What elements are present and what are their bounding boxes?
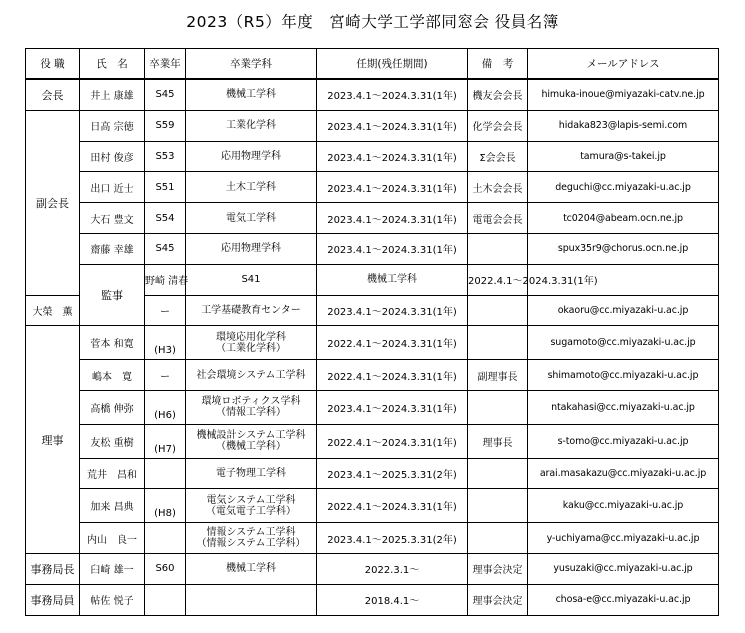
note-cell: 副理事長 (468, 360, 528, 391)
term-cell: 2022.4.1～2024.3.31(1年) (317, 360, 468, 391)
department-cell (186, 584, 317, 615)
term-cell: 2023.4.1～2025.3.31(2年) (317, 458, 468, 489)
term-cell: 2022.4.1～2024.3.31(1年) (317, 489, 468, 523)
name-cell: 齋藤 幸雄 (80, 233, 145, 264)
grad-year-cell: (H7) (145, 424, 186, 458)
term-cell: 2023.4.1～2024.3.31(1年) (317, 233, 468, 264)
email-cell: tc0204@abeam.ocn.ne.jp (528, 203, 719, 234)
department-cell (186, 390, 317, 424)
grad-year-cell: S41 (186, 264, 317, 295)
name-cell: 大榮 薫 (26, 295, 80, 326)
name-cell: 帖佐 悦子 (80, 584, 145, 615)
note-cell (468, 489, 528, 523)
table-row (26, 110, 719, 141)
name-cell: 嶋本 寛 (80, 360, 145, 391)
email-cell: chosa-e@cc.miyazaki-u.ac.jp (528, 584, 719, 615)
department-cell (186, 523, 317, 554)
note-cell: 機友会会長 (468, 79, 528, 110)
table-row (26, 489, 719, 523)
department-name: 環境ロボティクス学科 (201, 396, 301, 408)
email-cell: spux35r9@chorus.ocn.ne.jp (528, 233, 719, 264)
department-cell (186, 458, 317, 489)
email-cell: shimamoto@cc.miyazaki-u.ac.jp (528, 360, 719, 391)
department-name: 工学基礎教育センター (201, 304, 301, 316)
grad-year-cell (145, 458, 186, 489)
note-cell: 理事長 (468, 424, 528, 458)
department-name: 電気工学科 (226, 212, 276, 224)
department-cell (186, 203, 317, 234)
department-name: 情報システム工学科 (206, 527, 296, 539)
note-cell (468, 233, 528, 264)
note-cell: 理事会決定 (468, 584, 528, 615)
note-cell: 理事会決定 (468, 553, 528, 584)
role-cell: 事務局長 (26, 553, 80, 584)
table-row (26, 233, 719, 264)
name-cell: 加来 昌典 (80, 489, 145, 523)
term-cell: 2018.4.1～ (317, 584, 468, 615)
grad-year-cell: (H8) (145, 489, 186, 523)
department-cell (186, 110, 317, 141)
department-cell (186, 295, 317, 326)
note-cell (468, 326, 528, 360)
name-cell: 井上 康雄 (80, 79, 145, 110)
grad-year-cell: S60 (145, 553, 186, 584)
table-header-row (26, 49, 719, 80)
column-header-term: 任期(残任期間) (317, 49, 468, 80)
note-cell (468, 458, 528, 489)
role-cell: 監事 (80, 264, 145, 326)
department-name: 環境応用化学科 (216, 331, 286, 343)
grad-year-cell: (H6) (145, 390, 186, 424)
name-cell: 臼崎 雄一 (80, 553, 145, 584)
department-cell (186, 172, 317, 203)
role-cell: 事務局員 (26, 584, 80, 615)
name-cell: 菅本 和寛 (80, 326, 145, 360)
name-cell: 出口 近士 (80, 172, 145, 203)
grad-year-cell: S51 (145, 172, 186, 203)
department-cell (186, 360, 317, 391)
column-header-grad-year: 卒業年 (145, 49, 186, 80)
table-row (26, 360, 719, 391)
officer-roster-table (25, 48, 719, 616)
roster-body (26, 79, 719, 615)
term-cell: 2022.4.1～2024.3.31(1年) (317, 424, 468, 458)
term-cell: 2023.4.1～2024.3.31(1年) (317, 203, 468, 234)
department-name: 機械工学科 (367, 274, 417, 286)
table-row (26, 141, 719, 172)
email-cell: y-uchiyama@cc.miyazaki-u.ac.jp (528, 523, 719, 554)
email-cell: himuka-inoue@miyazaki-catv.ne.jp (528, 79, 719, 110)
column-header-note: 備 考 (468, 49, 528, 80)
term-cell: 2022.3.1～ (317, 553, 468, 584)
table-row (26, 79, 719, 110)
name-cell: 野崎 清春 (145, 264, 186, 295)
name-cell: 日高 宗徳 (80, 110, 145, 141)
table-row (26, 326, 719, 360)
name-cell: 田村 俊彦 (80, 141, 145, 172)
table-row (26, 458, 719, 489)
grad-year-cell: ー (145, 295, 186, 326)
email-cell: kaku@cc.miyazaki-u.ac.jp (528, 489, 719, 523)
department-name: 機械工学科 (226, 89, 276, 101)
department-cell (186, 553, 317, 584)
note-cell (468, 390, 528, 424)
table-row (26, 424, 719, 458)
grad-year-cell: S53 (145, 141, 186, 172)
department-name: 応用物理学科 (221, 243, 281, 255)
department-cell (186, 79, 317, 110)
former-department-name: （情報工学科） (216, 407, 286, 419)
column-header-name: 氏 名 (80, 49, 145, 80)
page-title: 2023（R5）年度 宮崎大学工学部同窓会 役員名簿 (186, 13, 559, 31)
email-cell: hidaka823@lapis-semi.com (528, 110, 719, 141)
table-row (26, 523, 719, 554)
note-cell (468, 523, 528, 554)
note-cell: 化学会会長 (468, 110, 528, 141)
grad-year-cell: S45 (145, 79, 186, 110)
email-cell: ntakahasi@cc.miyazaki-u.ac.jp (528, 390, 719, 424)
role-cell: 会長 (26, 79, 80, 110)
grad-year-cell: S45 (145, 233, 186, 264)
department-name: 機械設計システム工学科 (196, 430, 306, 442)
term-cell: 2023.4.1～2024.3.31(1年) (317, 141, 468, 172)
grad-year-cell: ー (145, 360, 186, 391)
table-row (26, 390, 719, 424)
term-cell: 2022.4.1～2024.3.31(1年) (317, 326, 468, 360)
email-cell: arai.masakazu@cc.miyazaki-u.ac.jp (528, 458, 719, 489)
name-cell: 高橋 伸弥 (80, 390, 145, 424)
note-cell: 土木会会長 (468, 172, 528, 203)
note-cell: 電電会会長 (468, 203, 528, 234)
table-row (26, 264, 719, 295)
email-cell: s-tomo@cc.miyazaki-u.ac.jp (528, 424, 719, 458)
department-name: 工業化学科 (226, 120, 276, 132)
email-cell: deguchi@cc.miyazaki-u.ac.jp (528, 172, 719, 203)
column-header-email: メールアドレス (528, 49, 719, 80)
term-cell: 2023.4.1～2024.3.31(1年) (317, 79, 468, 110)
note-cell (468, 295, 528, 326)
name-cell: 内山 良一 (80, 523, 145, 554)
column-header-role: 役 職 (26, 49, 80, 80)
term-cell: 2023.4.1～2024.3.31(1年) (317, 172, 468, 203)
note-cell: Σ会会長 (468, 141, 528, 172)
department-name: 電気システム工学科 (206, 494, 296, 506)
name-cell: 荒井 昌和 (80, 458, 145, 489)
grad-year-cell (145, 523, 186, 554)
name-cell: 友松 重樹 (80, 424, 145, 458)
former-department-name: （工業化学科） (216, 342, 286, 354)
email-cell: okaoru@cc.miyazaki-u.ac.jp (528, 295, 719, 326)
email-cell: sugamoto@cc.miyazaki-u.ac.jp (528, 326, 719, 360)
grad-year-cell (145, 584, 186, 615)
grad-year-cell: (H3) (145, 326, 186, 360)
term-cell: 2023.4.1～2024.3.31(1年) (317, 390, 468, 424)
department-cell (186, 424, 317, 458)
table-row (26, 203, 719, 234)
department-cell (186, 233, 317, 264)
table-row (26, 584, 719, 615)
department-cell (186, 326, 317, 360)
name-cell: 大石 豊文 (80, 203, 145, 234)
table-row (26, 553, 719, 584)
role-cell: 理事 (26, 326, 80, 554)
department-cell (186, 141, 317, 172)
email-cell: tamura@s-takei.jp (528, 141, 719, 172)
term-cell: 2023.4.1～2024.3.31(1年) (317, 295, 468, 326)
department-name: 機械工学科 (226, 563, 276, 575)
department-name: 応用物理学科 (221, 150, 281, 162)
department-name: 社会環境システム工学科 (196, 369, 306, 381)
former-department-name: （情報システム工学科） (196, 538, 306, 550)
role-cell: 副会長 (26, 110, 80, 295)
department-name: 土木工学科 (226, 181, 276, 193)
former-department-name: （機械工学科） (216, 441, 286, 453)
term-cell: 2023.4.1～2025.3.31(2年) (317, 523, 468, 554)
grad-year-cell: S54 (145, 203, 186, 234)
term-cell: 2022.4.1～2024.3.31(1年) (468, 264, 528, 295)
department-cell (186, 489, 317, 523)
former-department-name: （電気電子工学科） (206, 505, 296, 517)
department-cell (317, 264, 468, 295)
grad-year-cell: S59 (145, 110, 186, 141)
term-cell: 2023.4.1～2024.3.31(1年) (317, 110, 468, 141)
table-row (26, 172, 719, 203)
department-name: 電子物理工学科 (216, 467, 286, 479)
email-cell: yusuzaki@cc.miyazaki-u.ac.jp (528, 553, 719, 584)
column-header-department: 卒業学科 (186, 49, 317, 80)
